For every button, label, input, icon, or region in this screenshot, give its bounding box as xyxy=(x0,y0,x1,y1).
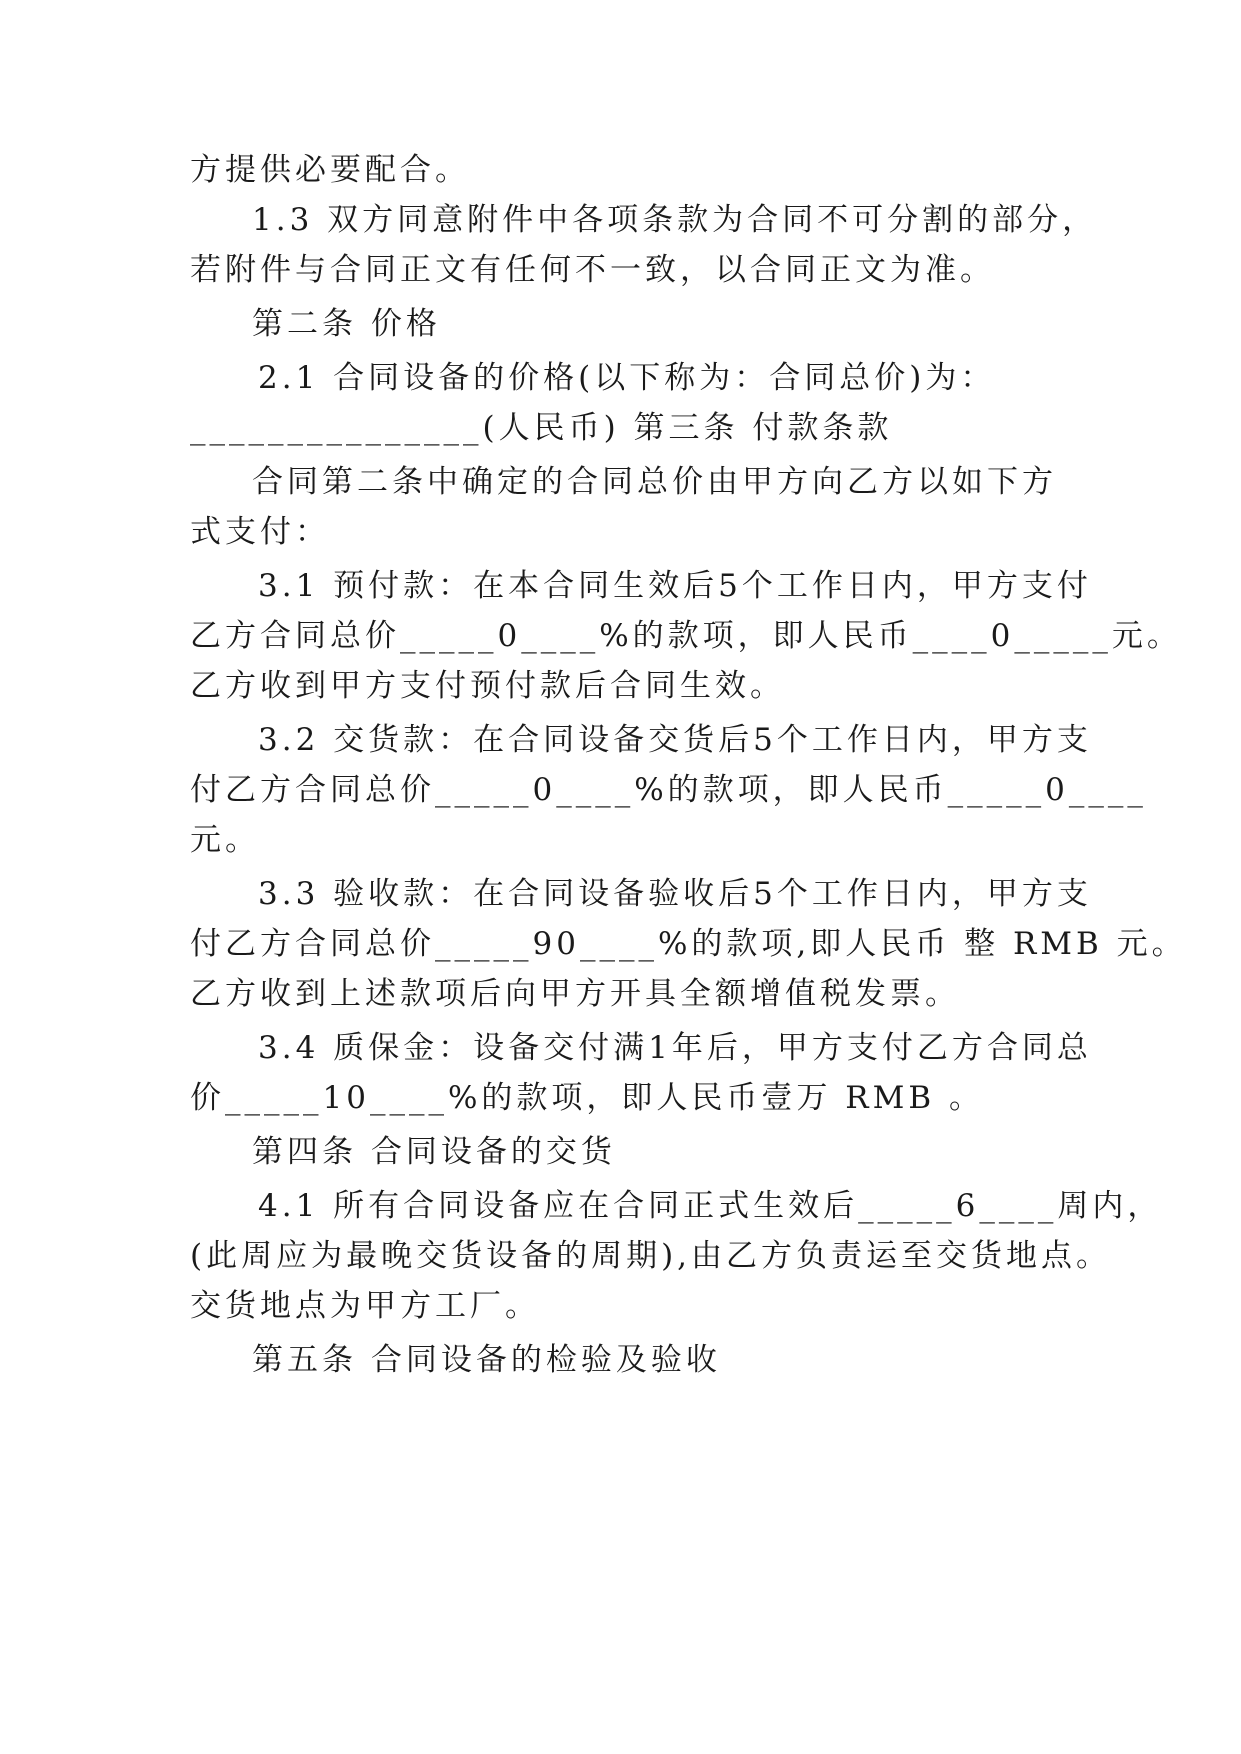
article-2-heading: 第二条 价格 xyxy=(252,306,441,342)
price-blank-line: _______________(人民币) 第三条 付款条款 xyxy=(190,410,893,446)
clause-3-3: 3.3 验收款：在合同设备验收后5个工作日内，甲方支 xyxy=(258,876,1092,912)
clause-4-1: 4.1 所有合同设备应在合同正式生效后_____6____周内， xyxy=(258,1188,1163,1224)
text-line: 乙方收到上述款项后向甲方开具全额增值税发票。 xyxy=(190,976,960,1012)
payment-intro: 合同第二条中确定的合同总价由甲方向乙方以如下方 xyxy=(252,464,1057,500)
text-line: 方提供必要配合。 xyxy=(190,152,470,188)
clause-3-1: 3.1 预付款：在本合同生效后5个工作日内，甲方支付 xyxy=(258,568,1092,604)
text-line: 付乙方合同总价_____90____%的款项,即人民币 整 RMB 元。 xyxy=(190,926,1187,962)
text-line: 付乙方合同总价_____0____%的款项，即人民币_____0____ xyxy=(190,772,1147,808)
clause-3-2: 3.2 交货款：在合同设备交货后5个工作日内，甲方支 xyxy=(258,722,1092,758)
text-line: (此周应为最晚交货设备的周期),由乙方负责运至交货地点。 xyxy=(190,1238,1112,1274)
article-4-heading: 第四条 合同设备的交货 xyxy=(252,1134,616,1170)
clause-3-4: 3.4 质保金：设备交付满1年后，甲方支付乙方合同总 xyxy=(258,1030,1092,1066)
text-line: 乙方合同总价_____0____%的款项，即人民币____0_____元。 xyxy=(190,618,1182,654)
text-line: 式支付： xyxy=(190,514,330,550)
clause-2-1: 2.1 合同设备的价格(以下称为：合同总价)为： xyxy=(258,360,996,396)
clause-1-3: 1.3 双方同意附件中各项条款为合同不可分割的部分， xyxy=(252,202,1098,238)
text-line: 价_____10____%的款项，即人民币壹万 RMB 。 xyxy=(190,1080,984,1116)
article-5-heading: 第五条 合同设备的检验及验收 xyxy=(252,1342,721,1378)
text-line: 乙方收到甲方支付预付款后合同生效。 xyxy=(190,668,785,704)
text-line: 元。 xyxy=(190,822,260,858)
text-line: 交货地点为甲方工厂。 xyxy=(190,1288,540,1324)
text-line: 若附件与合同正文有任何不一致，以合同正文为准。 xyxy=(190,252,995,288)
